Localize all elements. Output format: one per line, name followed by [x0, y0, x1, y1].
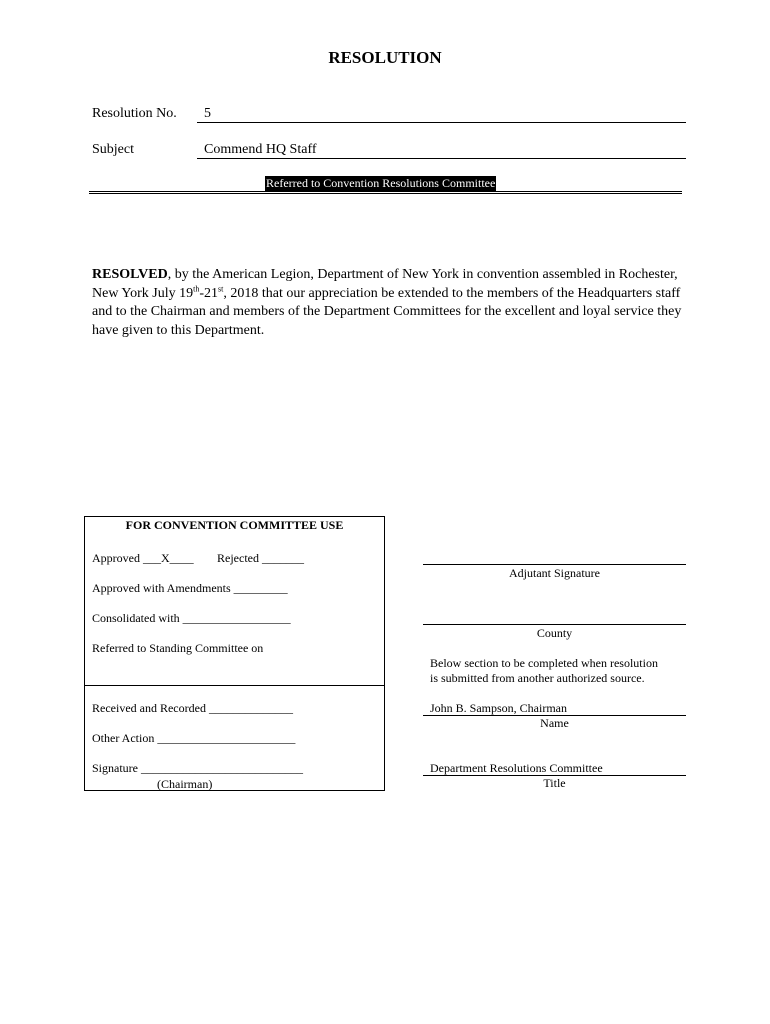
committee-box-heading: FOR CONVENTION COMMITTEE USE: [125, 518, 344, 532]
subject-field: [197, 142, 686, 159]
adjutant-signature-label: Adjutant Signature: [509, 566, 600, 580]
referred-banner: Referred to Convention Resolutions Committee: [266, 176, 496, 190]
body-sup-2: st: [218, 283, 224, 293]
body-text-1: , by the American Legion, Department of New York in convention assembled in Rochester, New York July 19: [92, 267, 678, 301]
document-title: RESOLUTION: [328, 48, 442, 67]
subject-value: Commend HQ Staff: [204, 142, 317, 157]
county-label: County: [536, 626, 573, 640]
resolution-body: [92, 266, 682, 340]
note-line-1: Below section to be completed when resolution: [430, 656, 658, 670]
consolidated-line: Consolidated with __________________: [92, 611, 291, 625]
approved-line: Approved ___X____: [92, 551, 194, 565]
name-label: Name: [540, 716, 569, 730]
received-recorded-line: Received and Recorded ______________: [92, 701, 293, 715]
rejected-line: Rejected _______: [217, 551, 304, 565]
title-value: Department Resolutions Committee: [430, 761, 603, 775]
body-text-2: -21: [199, 285, 219, 301]
note-line-2: is submitted from another authorized source.: [430, 671, 645, 685]
committee-box-divider: [84, 685, 385, 686]
subject-label: Subject: [92, 142, 134, 157]
body-text-3: , 2018 that our appreciation be extended to the members of the Headquarters staff and to the Chairman and members of the Department Committees for the excellent and loyal service they have given to this Department.: [92, 285, 682, 338]
resolved-lead: RESOLVED: [92, 267, 168, 282]
county-line: [423, 624, 686, 625]
approved-amendments-line: Approved with Amendments _________: [92, 581, 288, 595]
name-value: John B. Sampson, Chairman: [430, 701, 567, 715]
double-rule: [89, 191, 682, 194]
resolution-no-field: [197, 106, 686, 123]
resolution-no-label: Resolution No.: [92, 106, 177, 121]
chairman-caption: (Chairman): [157, 777, 213, 791]
body-sup-1: th: [193, 283, 200, 293]
title-label: Title: [543, 776, 566, 790]
referred-standing-line: Referred to Standing Committee on: [92, 641, 264, 655]
adjutant-signature-line: [423, 564, 686, 565]
signature-line: Signature ___________________________: [92, 761, 303, 775]
resolution-no-value: 5: [204, 106, 211, 121]
other-action-line: Other Action _______________________: [92, 731, 296, 745]
